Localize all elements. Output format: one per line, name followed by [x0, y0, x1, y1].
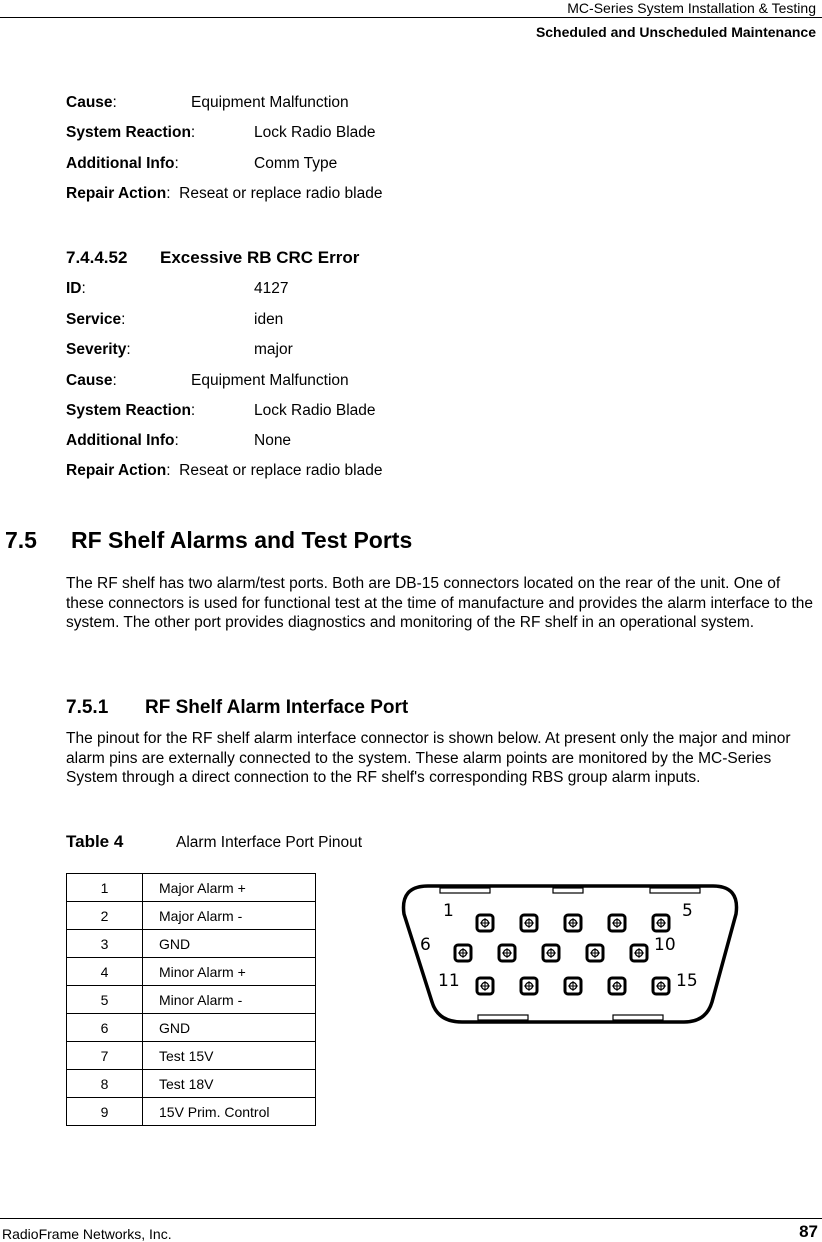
pin-number: 8: [67, 1070, 143, 1098]
page-number: 87: [799, 1222, 818, 1241]
id-field: ID:: [66, 280, 86, 297]
pin-signal: GND: [143, 1014, 316, 1042]
table-row: [67, 1070, 316, 1098]
id-value: 4127: [254, 280, 289, 297]
pin-number: 7: [67, 1042, 143, 1070]
pin-signal: Minor Alarm -: [143, 986, 316, 1014]
pin-signal: Major Alarm -: [143, 902, 316, 930]
pin-label-10: 10: [654, 935, 676, 955]
pin-signal: 15V Prim. Control: [143, 1098, 316, 1126]
table-row: [67, 986, 316, 1014]
pin-signal: GND: [143, 930, 316, 958]
pin-number: 1: [67, 874, 143, 902]
section-heading-7-5-1: 7.5.1 RF Shelf Alarm Interface Port: [66, 697, 409, 718]
cause-value: Equipment Malfunction: [191, 94, 349, 111]
pin-number: 4: [67, 958, 143, 986]
system-reaction-field: System Reaction:: [66, 402, 196, 419]
table-row: [67, 1042, 316, 1070]
additional-info-value: None: [254, 432, 292, 449]
header-rule: [0, 17, 822, 18]
table-row: [67, 1014, 316, 1042]
db15-connector-diagram: [398, 880, 743, 1030]
table-caption: Table 4 Alarm Interface Port Pinout: [66, 832, 363, 851]
pin-label-5: 5: [682, 901, 693, 921]
pin-signal: Test 18V: [143, 1070, 316, 1098]
repair-action-field: Repair Action: Reseat or replace radio blade: [66, 462, 383, 479]
system-reaction-value: Lock Radio Blade: [254, 402, 376, 419]
connector-tab: [440, 888, 490, 893]
pin-signal: Minor Alarm +: [143, 958, 316, 986]
pin-number: 9: [67, 1098, 143, 1126]
connector-tab: [478, 1015, 528, 1020]
pin-label-15: 15: [676, 971, 698, 991]
service-value: iden: [254, 311, 284, 328]
footer-company: RadioFrame Networks, Inc.: [2, 1226, 172, 1242]
running-header-title: MC-Series System Installation & Testing: [567, 0, 816, 16]
cause-field: Cause:: [66, 94, 117, 111]
pin-label-1: 1: [443, 901, 454, 921]
connector-tab: [650, 888, 700, 893]
additional-info-value: Comm Type: [254, 155, 338, 172]
severity-field: Severity:: [66, 341, 131, 358]
system-reaction-field: System Reaction:: [66, 124, 196, 141]
pinout-table: [66, 873, 316, 1126]
pin-label-11: 11: [438, 971, 460, 991]
section-7-5-1-paragraph: The pinout for the RF shelf alarm interface connector is shown below. At present only the major and minor alarm pins are externally connected to the system. These alarm points are monitored by the MC-Series System through a direct connection to the RF shelf's corresponding RBS group alarm inputs.: [66, 730, 791, 786]
connector-tab: [553, 888, 583, 893]
connector-tab: [613, 1015, 663, 1020]
additional-info-field: Additional Info:: [66, 155, 179, 172]
service-field: Service:: [66, 311, 126, 328]
cause-value: Equipment Malfunction: [191, 372, 349, 389]
pin-label-6: 6: [420, 935, 431, 955]
section-heading-7-4-4-52: 7.4.4.52 Excessive RB CRC Error: [66, 248, 360, 267]
repair-action-field: Repair Action: Reseat or replace radio blade: [66, 185, 383, 202]
pin-signal: Major Alarm +: [143, 874, 316, 902]
table-row: [67, 958, 316, 986]
system-reaction-value: Lock Radio Blade: [254, 124, 376, 141]
table-row: [67, 874, 316, 902]
connector-pins: [455, 915, 669, 994]
additional-info-field: Additional Info:: [66, 432, 179, 449]
pin-signal: Test 15V: [143, 1042, 316, 1070]
pin-number: 5: [67, 986, 143, 1014]
cause-field: Cause:: [66, 372, 117, 389]
table-row: [67, 930, 316, 958]
pin-number: 3: [67, 930, 143, 958]
footer-rule: [0, 1218, 822, 1219]
pin-number: 2: [67, 902, 143, 930]
severity-value: major: [254, 341, 293, 358]
table-row: [67, 902, 316, 930]
running-header-subtitle: Scheduled and Unscheduled Maintenance: [535, 24, 816, 40]
pin-number: 6: [67, 1014, 143, 1042]
section-7-5-paragraph: The RF shelf has two alarm/test ports. Both are DB-15 connectors located on the rear of the unit. One of these connectors is used for functional test at the time of manufacture and provides the alarm interface to the system. The other port provides diagnostics and monitoring of the RF shelf in an operational system.: [66, 575, 813, 631]
table-row: [67, 1098, 316, 1126]
section-heading-7-5: 7.5 RF Shelf Alarms and Test Ports: [5, 527, 413, 553]
